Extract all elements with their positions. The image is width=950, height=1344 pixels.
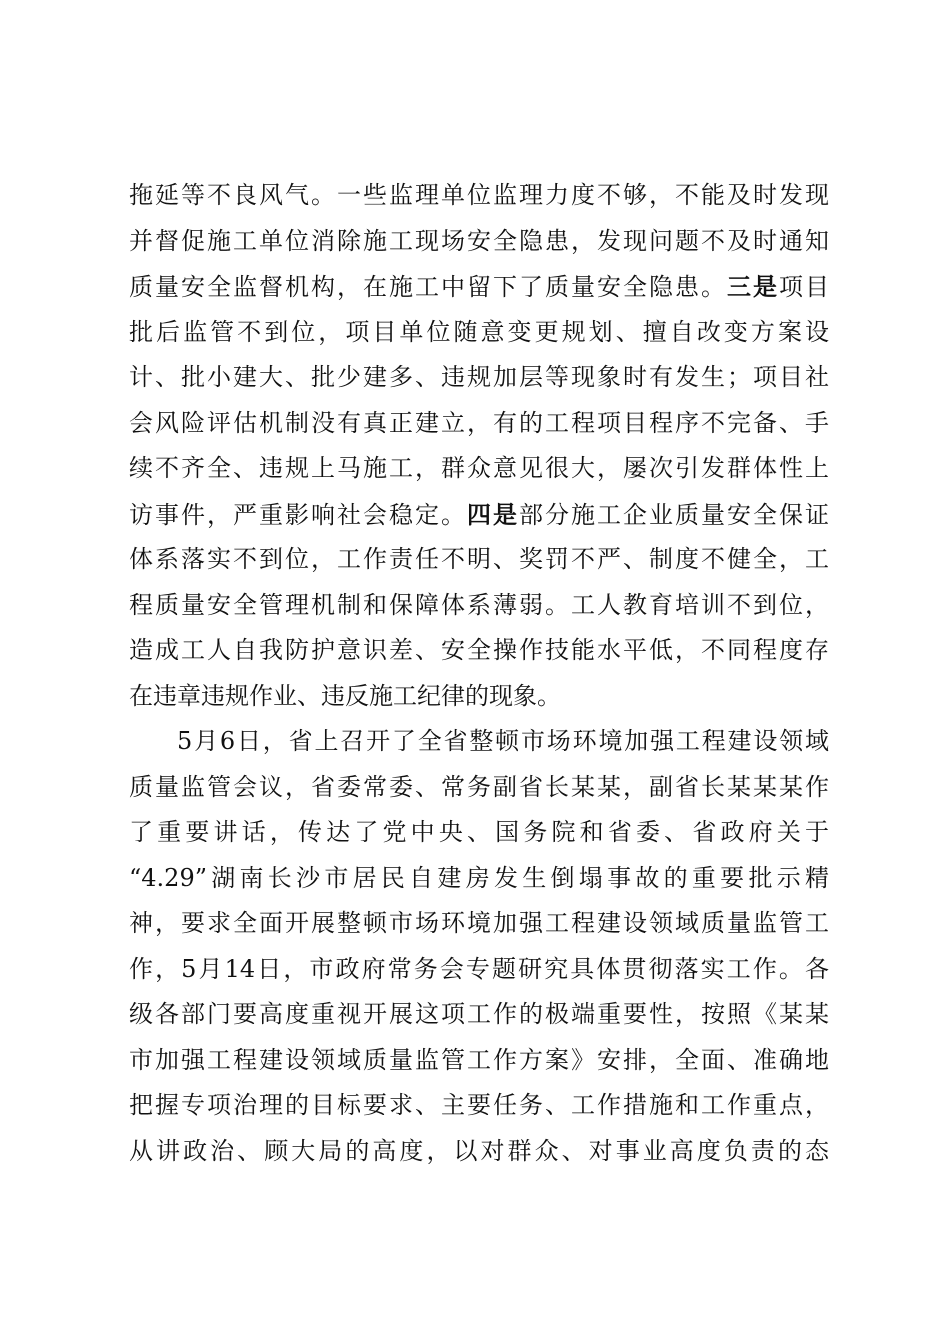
text-line: 续不齐全、违规上马施工，群众意见很大，屡次引发群体性上: [129, 454, 829, 482]
document-body: [129, 173, 829, 1174]
text-line: “4.29”湖南长沙市居民自建房发生倒塌事故的重要批示精: [129, 863, 829, 892]
emphasis-three: 三是: [727, 272, 779, 301]
text-line: [129, 492, 829, 538]
text-line: [129, 264, 829, 310]
text-line: 从讲政治、顾大局的高度，以对群众、对事业高度负责的态: [129, 1136, 829, 1165]
emphasis-four: 四是: [467, 499, 519, 529]
text-line: 级各部门要高度重视开展这项工作的极端重要性，按照《某某: [129, 1000, 829, 1028]
text-line: 质量监管会议，省委常委、常务副省长某某，副省长某某某作: [129, 772, 829, 801]
text-line: 计、批小建大、批少建多、违规加层等现象时有发生；项目社: [129, 363, 829, 391]
text-line: 造成工人自我防护意识差、安全操作技能水平低，不同程度存: [129, 636, 829, 664]
text-line: 在违章违规作业、违反施工纪律的现象。: [129, 681, 561, 710]
text-run: 访事件，严重影响社会稳定。: [129, 500, 467, 529]
text-line: 批后监管不到位，项目单位随意变更规划、擅自改变方案设: [129, 317, 829, 346]
text-line: 会风险评估机制没有真正建立，有的工程项目程序不完备、手: [129, 408, 829, 437]
text-line: 拖延等不良风气。一些监理单位监理力度不够，不能及时发现: [129, 181, 829, 209]
text-line: 市加强工程建设领域质量监管工作方案》安排，全面、准确地: [129, 1045, 829, 1074]
paragraph-1: [129, 173, 829, 719]
text-run: 项目: [779, 273, 829, 301]
text-line: 作，5月14日，市政府常务会专题研究具体贯彻落实工作。各: [129, 954, 829, 983]
text-line: 神，要求全面开展整顿市场环境加强工程建设领域质量监管工: [129, 909, 829, 937]
text-run: 部分施工企业质量安全保证: [519, 500, 829, 529]
text-line: 程质量安全管理机制和保障体系薄弱。工人教育培训不到位，: [129, 590, 829, 619]
text-line: 5月6日，省上召开了全省整顿市场环境加强工程建设领域: [177, 727, 829, 755]
text-line: 并督促施工单位消除施工现场安全隐患，发现问题不及时通知: [129, 226, 829, 255]
text-line: 体系落实不到位，工作责任不明、奖罚不严、制度不健全，工: [129, 545, 829, 573]
text-run: 质量安全监督机构，在施工中留下了质量安全隐患。: [129, 273, 727, 301]
text-line: 把握专项治理的目标要求、主要任务、工作措施和工作重点，: [129, 1091, 829, 1119]
paragraph-2: [129, 719, 829, 1174]
text-line: 了重要讲话，传达了党中央、国务院和省委、省政府关于: [129, 818, 829, 846]
